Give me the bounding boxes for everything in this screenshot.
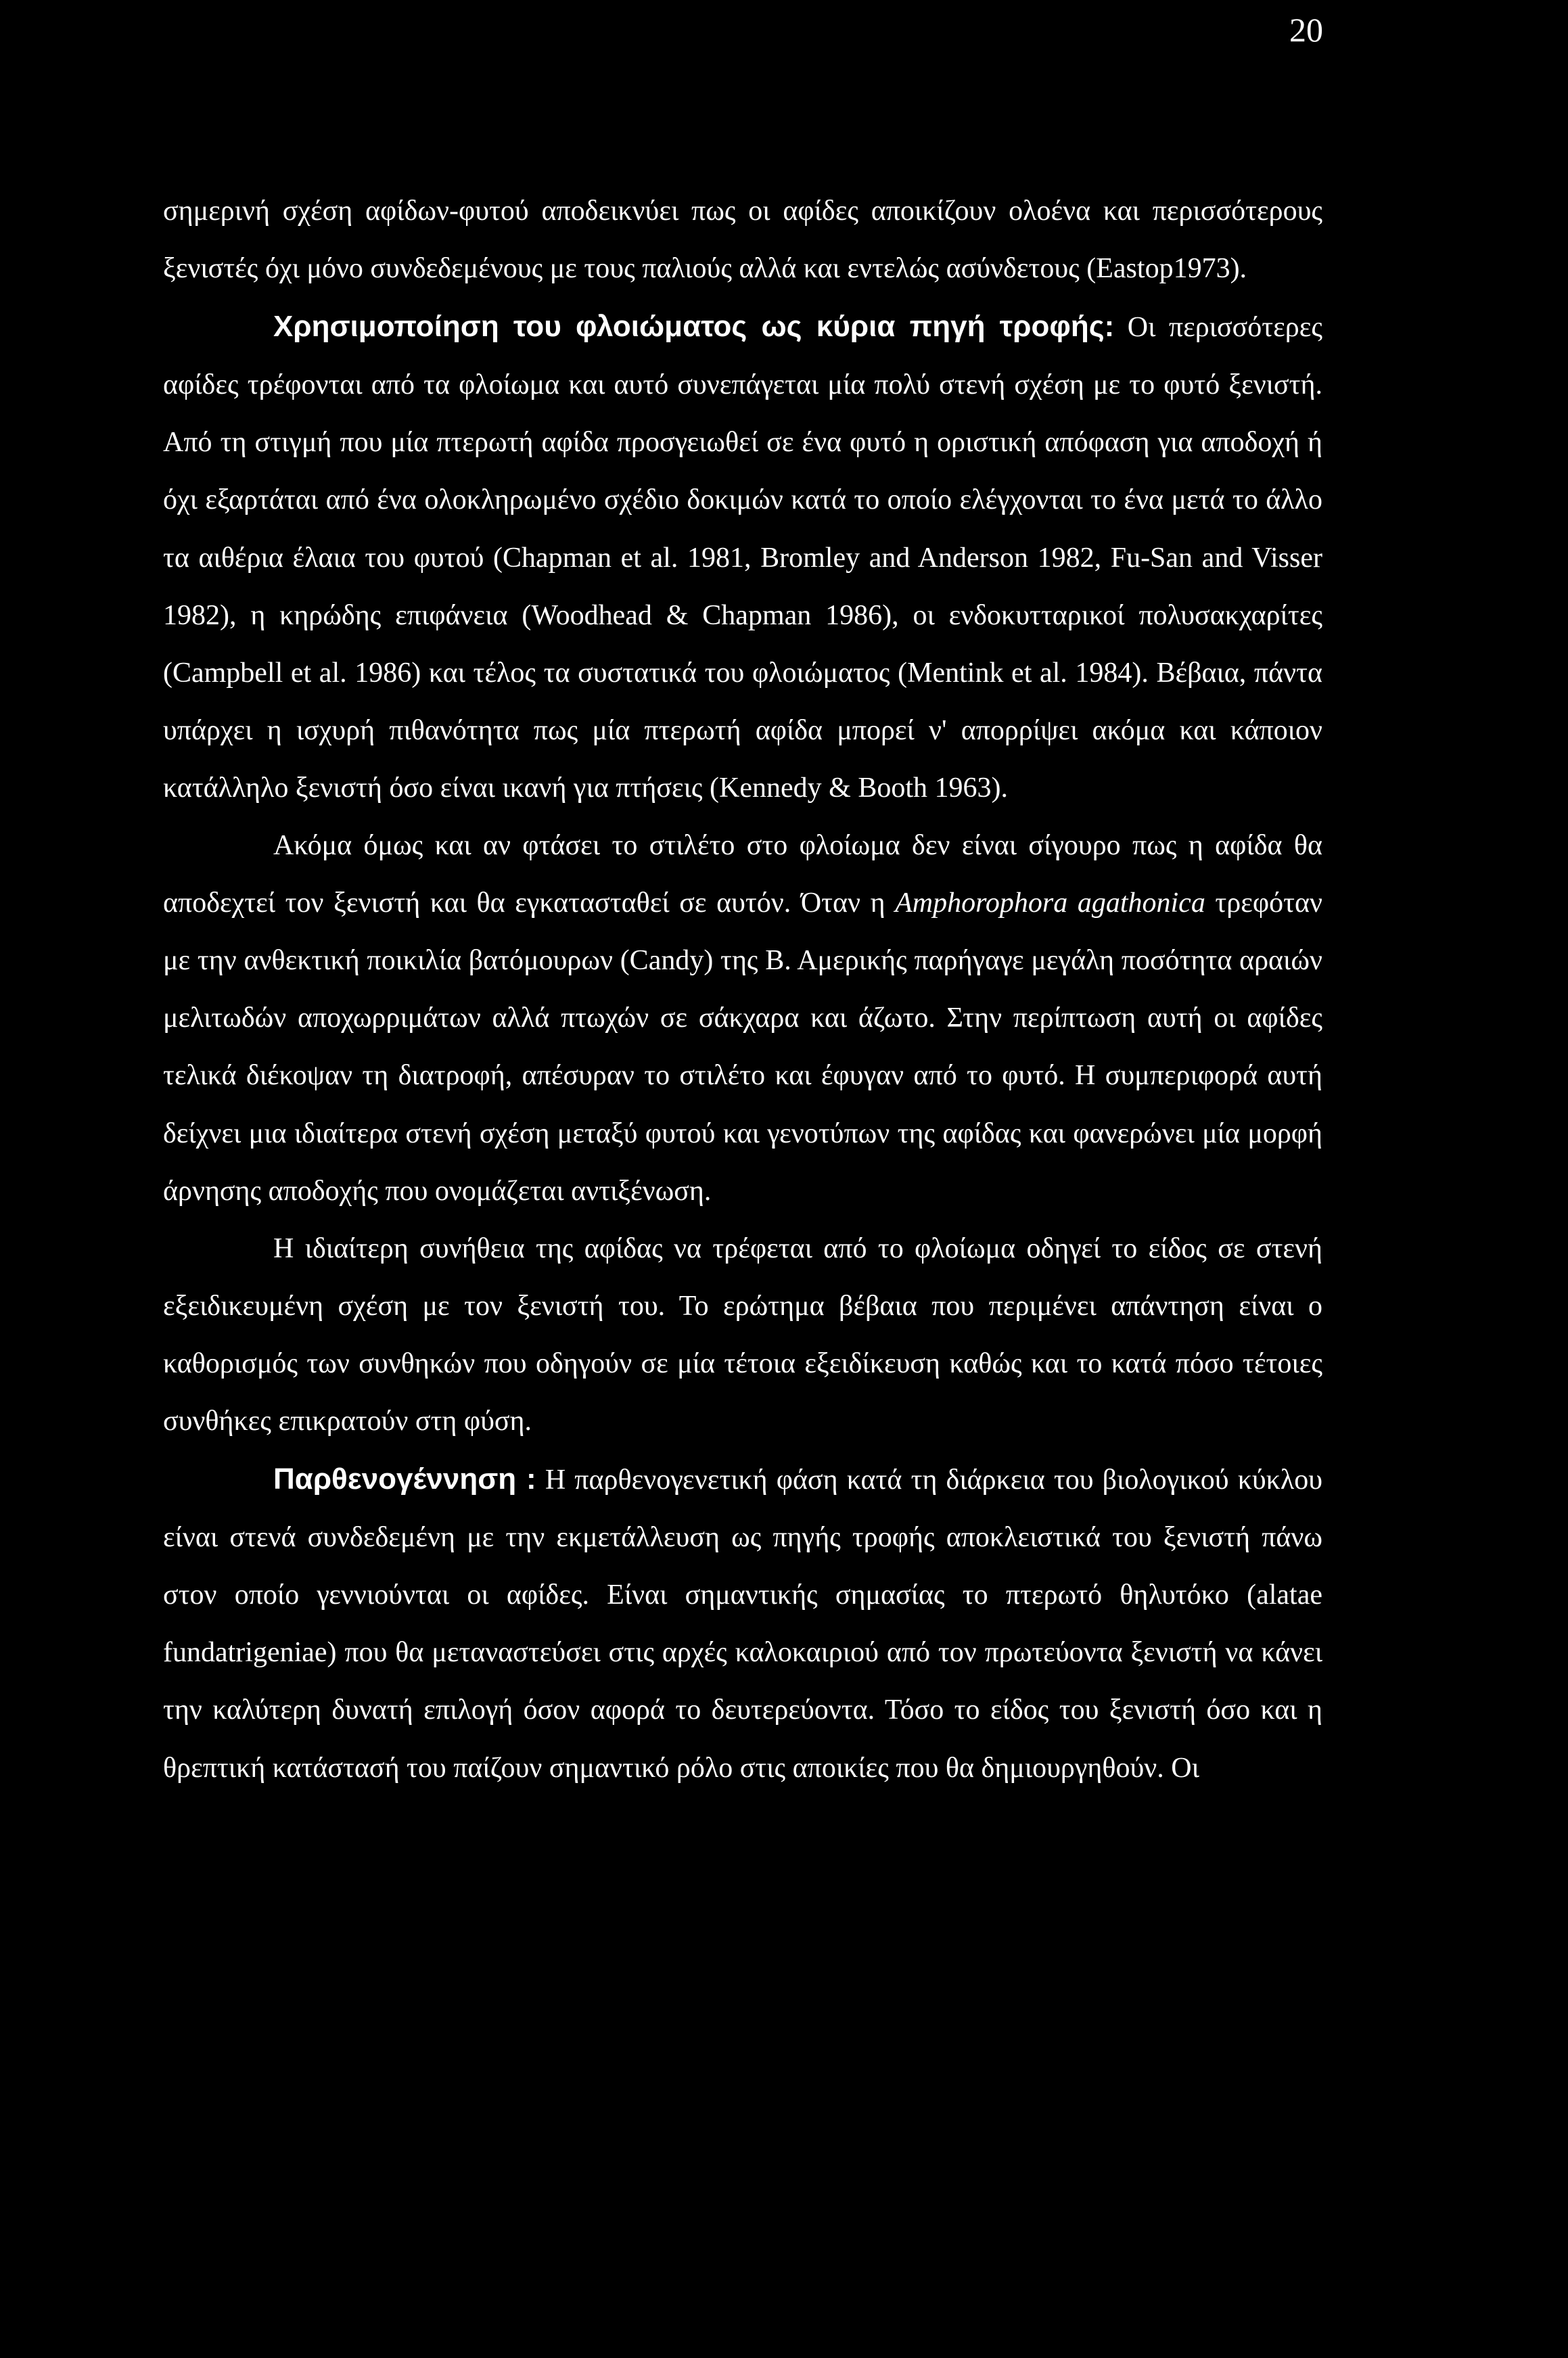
- page-number: 20: [1289, 11, 1323, 49]
- paragraph-text: Οι περισσότερες αφίδες τρέφονται από τα φλοίωμα και αυτό συνεπάγεται μία πολύ στενή σχέση με το φυτό ξενιστή. Από τη στιγμή που μία πτερωτή αφίδα προσγειωθεί σε ένα φυτό η οριστική απόφαση για αποδοχή ή όχι εξαρτάται από ένα ολοκληρωμένο σχέδιο δοκιμών κατά το οποίο ελέγχονται το ένα μετά το άλλο τα αιθέρια έλαια του φυτού (Chapman et al. 1981, Bromley and Anderson 1982, Fu-San and Visser 1982), η κηρώδης επιφάνεια (Woodhead & Chapman 1986), οι ενδοκυτταρικοί πολυσακχαρίτες (Campbell et al. 1986) και τέλος τα συστατικά του φλοιώματος (Mentink et al. 1984). Βέβαια, πάντα υπάρχει η ισχυρή πιθανότητα πως μία πτερωτή αφίδα μπορεί ν' απορρίψει ακόμα και κάποιον κατάλληλο ξενιστή όσο είναι ικανή για πτήσεις (Kennedy & Booth 1963).: [163, 312, 1322, 804]
- paragraph-stylet: [163, 817, 1322, 1220]
- section-heading-phloem: Χρησιμοποίηση του φλοιώματος ως κύρια πηγή τροφής:: [273, 310, 1115, 344]
- paragraph-text: Η ιδιαίτερη συνήθεια της αφίδας να τρέφεται από το φλοίωμα οδηγεί το είδος σε στενή εξειδικευμένη σχέση με τον ξενιστή του. Το ερώτημα βέβαια που περιμένει απάντηση είναι ο καθορισμός των συνθηκών που οδηγούν σε μία τέτοια εξειδίκευση καθώς και το κατά πόσο τέτοιες συνθήκες επικρατούν στη φύση.: [163, 1232, 1322, 1437]
- paragraph-parthenogenesis: [163, 1450, 1322, 1797]
- paragraph-text: Ακόμα όμως και αν φτάσει το στιλέτο στο φλοίωμα δεν είναι σίγουρο πως η αφίδα θα αποδεχτεί τον ξενιστή και θα εγκατασταθεί σε αυτόν. Όταν η: [163, 830, 1322, 919]
- paragraph-text: τρεφόταν με την ανθεκτική ποικιλία βατόμουρων (Candy) της Β. Αμερικής παρήγαγε μεγάλη ποσότητα αραιών μελιτωδών αποχωρριμάτων αλλά πτωχών σε σάκχαρα και άζωτο. Στην περίπτωση αυτή οι αφίδες τελικά διέκοψαν τη διατροφή, απέσυραν το στιλέτο και έφυγαν από το φυτό. Η συμπεριφορά αυτή δείχνει μια ιδιαίτερα στενή σχέση μεταξύ φυτού και γενοτύπων της αφίδας και φανερώνει μία μορφή άρνησης αποδοχής που ονομάζεται αντιξένωση.: [163, 887, 1323, 1207]
- paragraph-phloem-feeding: [163, 298, 1322, 817]
- species-name: Amphorophora agathonica: [895, 887, 1205, 919]
- document-body: [163, 183, 1322, 1797]
- paragraph-specialization: [163, 1220, 1322, 1450]
- paragraph-text: Η παρθενογενετική φάση κατά τη διάρκεια του βιολογικού κύκλου είναι στενά συνδεδεμένη με την εκμετάλλευση ως πηγής τροφής αποκλειστικά του ξενιστή πάνω στον οποίο γεννιούνται οι αφίδες. Είναι σημαντικής σημασίας το πτερωτό θηλυτόκο (alatae fundatrigeniae) που θα μεταναστεύσει στις αρχές καλοκαιριού από τον πρωτεύοντα ξενιστή να κάνει την καλύτερη δυνατή επιλογή όσον αφορά το δευτερεύοντα. Τόσο το είδος του ξενιστή όσο και η θρεπτική κατάστασή του παίζουν σημαντικό ρόλο στις αποικίες που θα δημιουργηθούν. Οι: [163, 1464, 1322, 1784]
- paragraph-continuation: [163, 183, 1322, 298]
- section-heading-parthenogenesis: Παρθενογέννηση :: [273, 1462, 536, 1496]
- paragraph-text: σημερινή σχέση αφίδων-φυτού αποδεικνύει πως οι αφίδες αποικίζουν ολοένα και περισσότερους ξενιστές όχι μόνο συνδεδεμένους με τους παλιούς αλλά και εντελώς ασύνδετους (Eastop1973).: [163, 195, 1322, 285]
